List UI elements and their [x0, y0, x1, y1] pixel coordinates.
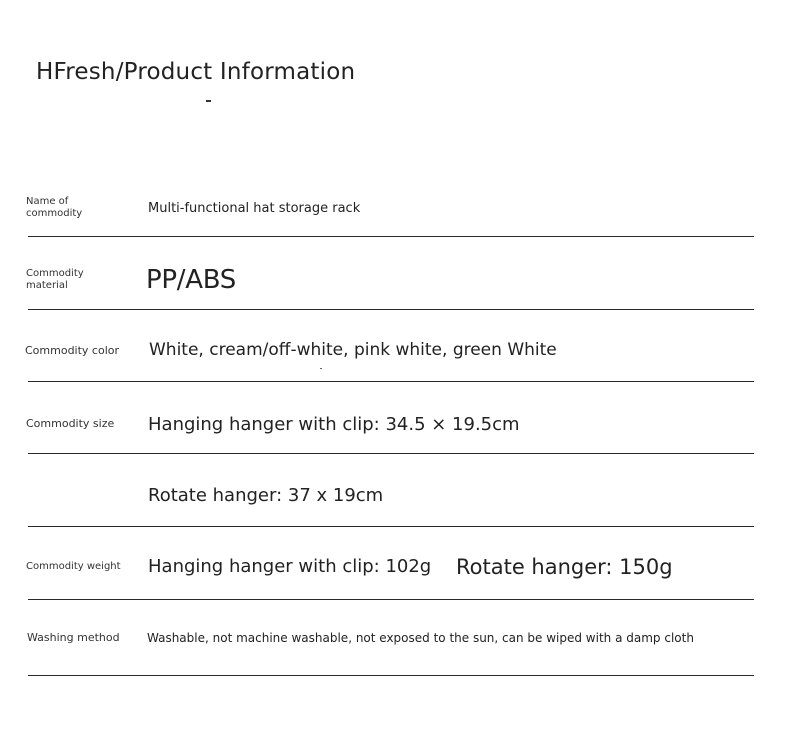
title-underline-mark	[206, 100, 211, 102]
divider-3	[28, 381, 754, 382]
speck-mark	[320, 368, 322, 369]
color-value: White, cream/off-white, pink white, green White	[149, 340, 557, 360]
size-value-clip: Hanging hanger with clip: 34.5 × 19.5cm	[148, 414, 520, 435]
divider-4	[28, 453, 754, 454]
name-label: Name of commodity	[26, 196, 83, 219]
page-title: HFresh/Product Information	[36, 59, 356, 85]
divider-2	[28, 309, 754, 310]
material-label: Commodity material	[26, 268, 84, 291]
material-value: PP/ABS	[146, 265, 236, 295]
color-label: Commodity color	[25, 344, 120, 357]
weight-label: Commodity weight	[26, 561, 121, 572]
size-label: Commodity size	[26, 417, 115, 430]
weight-value-rotate: Rotate hanger: 150g	[456, 555, 673, 579]
size-value-rotate: Rotate hanger: 37 x 19cm	[148, 485, 384, 506]
divider-6	[28, 599, 754, 600]
name-value: Multi-functional hat storage rack	[148, 201, 361, 216]
washing-value: Washable, not machine washable, not exposed to the sun, can be wiped with a damp cloth	[147, 631, 694, 645]
divider-1	[28, 236, 754, 237]
weight-value-clip: Hanging hanger with clip: 102g	[148, 556, 432, 577]
divider-5	[28, 526, 754, 527]
divider-7	[28, 675, 754, 676]
washing-label: Washing method	[27, 631, 120, 644]
